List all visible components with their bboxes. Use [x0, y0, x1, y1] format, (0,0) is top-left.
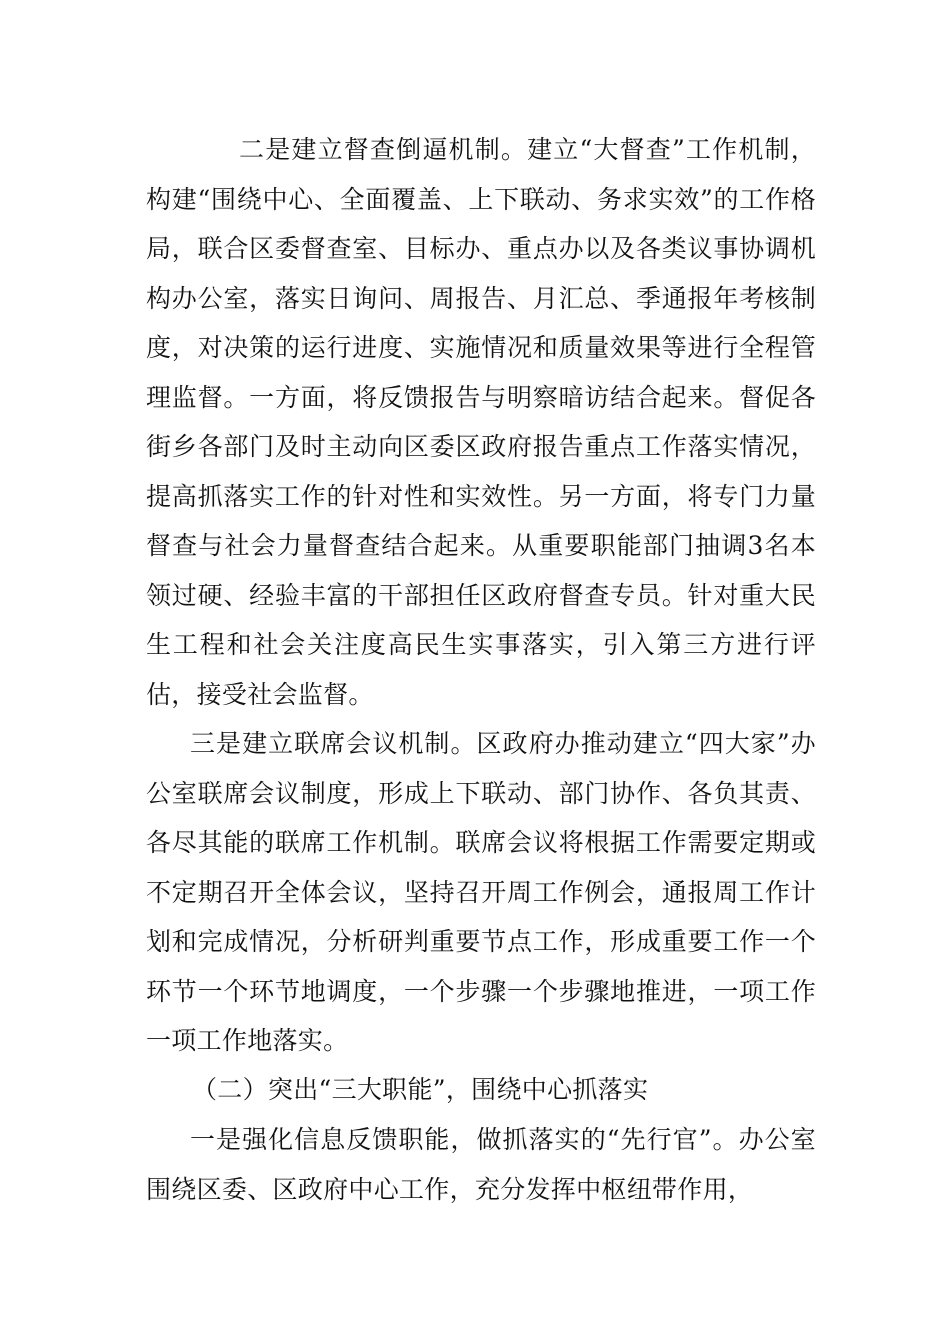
- section-heading: （二）突出“三大职能”，围绕中心抓落实: [192, 1075, 649, 1104]
- body-paragraph: 二是建立督查倒逼机制。建立“大督查”工作机制，构建“围绕中心、全面覆盖、上下联动、务求实效”的工作格局，联合区委督查室、目标办、重点办以及各类议事协调机构办公室，落实日询问、周报告、月汇总、季通报年考核制度，对决策的运行进度、实施情况和质量效果等进行全程管理监督。一方面，将反馈报告与明察暗访结合起来。督促各街乡各部门及时主动向区委区政府报告重点工作落实情况，提高抓落实工作的针对性和实效性。另一方面，将专门力量督查与社会力量督查结合起来。从重要职能部门抽调3名本领过硬、经验丰富的干部担任区政府督查专员。针对重大民生工程和社会关注度高民生实事落实，引入第三方进行评估，接受社会监督。: [146, 135, 816, 709]
- body-paragraph: 一是强化信息反馈职能，做抓落实的“先行官”。办公室围绕区委、区政府中心工作，充分发挥中枢纽带作用，: [146, 1125, 816, 1204]
- body-paragraph: 三是建立联席会议机制。区政府办推动建立“四大家”办公室联席会议制度，形成上下联动、部门协作、各负其责、各尽其能的联席工作机制。联席会议将根据工作需要定期或不定期召开全体会议，坚持召开周工作例会，通报周工作计划和完成情况，分析研判重要节点工作，形成重要工作一个环节一个环节地调度，一个步骤一个步骤地推进，一项工作一项工作地落实。: [146, 729, 816, 1055]
